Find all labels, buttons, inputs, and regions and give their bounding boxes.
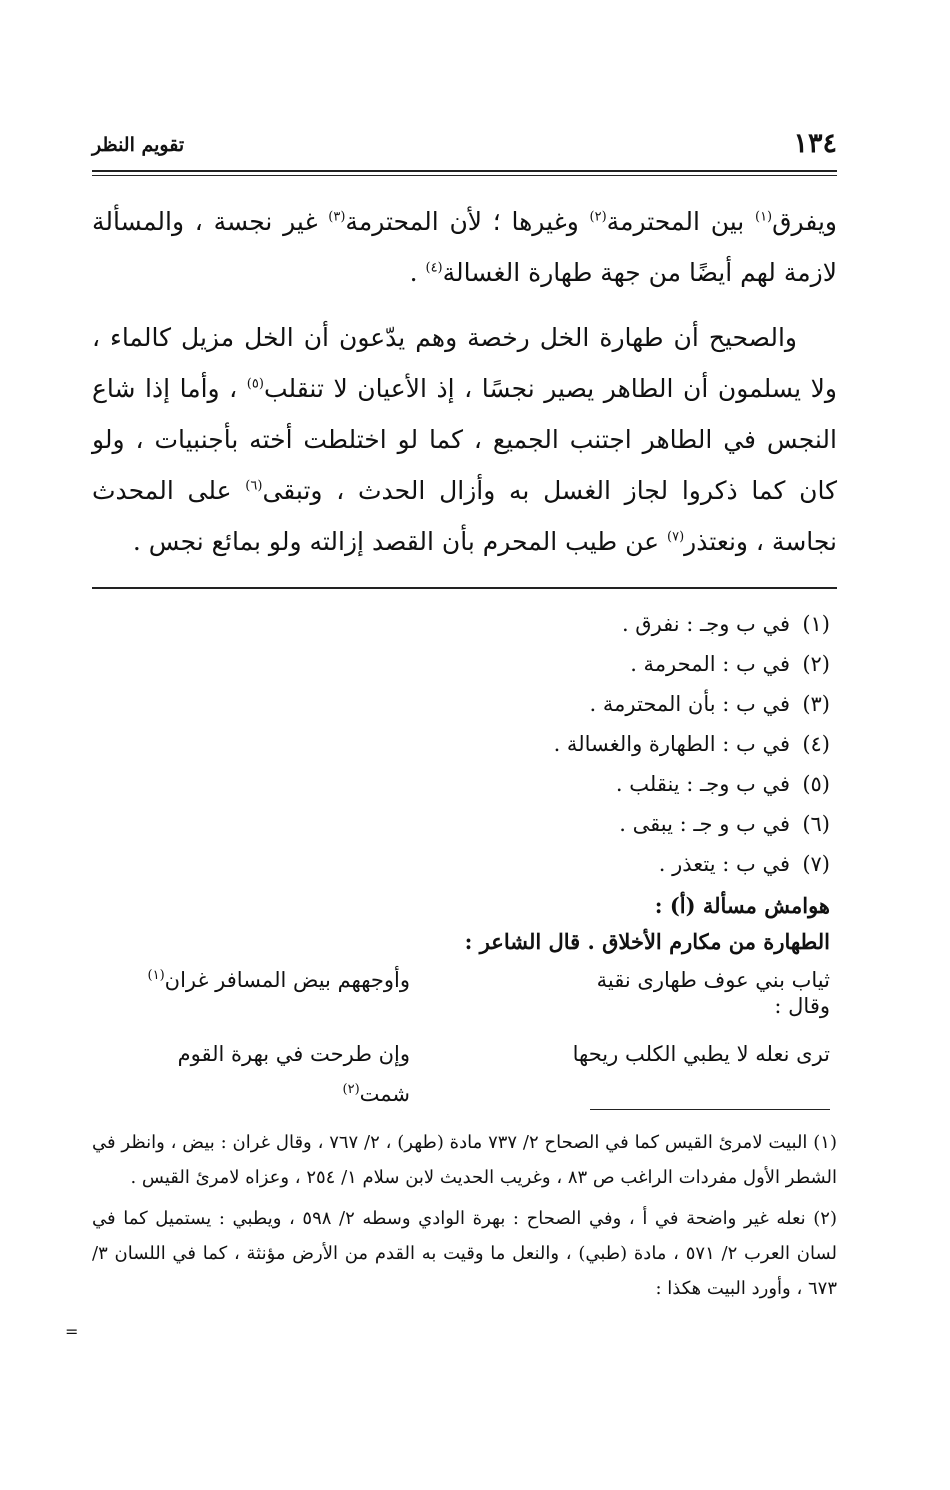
page-header [92, 128, 837, 168]
header-rule-thin [92, 175, 837, 176]
footnote-ref: (٢) [342, 1082, 360, 1097]
text-run: . [409, 258, 426, 287]
footnote-text: في ب : المحرمة . [630, 652, 790, 676]
footnote-number: (٦) [802, 812, 830, 836]
footnote-text: في ب و جـ : يبقى . [619, 812, 790, 836]
hemistich [148, 960, 410, 1000]
margin-footnotes [92, 1125, 837, 1312]
footnote [130, 764, 830, 804]
text-run: عن طيب المحرم بأن القصد إزالته ولو بمائع نجس . [132, 527, 667, 556]
text-run: غير نجسة ، والمسألة لازمة لهم أيضًا من جهة طهارة الغسالة [92, 207, 837, 287]
margin-footnote: (٢) نعله غير واضحة في أ ، وفي الصحاح : بهرة الوادي وسطه ٢/ ٥٩٨ ، ويطبي : يستميل كما في لسان العرب ٢/ ٥٧١ ، مادة (طبي) ، والنعل ما وقيت به القدم من الأرض مؤنثة ، كما في اللسان ٣/ ٦٧٣ ، وأورد البيت هكذا : [92, 1208, 837, 1299]
hemistich [120, 1034, 410, 1114]
hemistich-text: وأوجههم بيض المسافر غران [164, 968, 410, 992]
paragraph-2 [92, 312, 837, 567]
running-title: تقويم النظر [92, 134, 185, 156]
footnote-text: في ب : الطهارة والغسالة . [553, 732, 790, 756]
footnote-ref: (٤) [425, 260, 443, 276]
continuation-mark: = [65, 1322, 79, 1341]
footnote-separator [92, 587, 837, 589]
paragraph-1 [92, 196, 837, 298]
footnote [130, 804, 830, 844]
text-run: على المحدث نجاسة ، ونعتذر [92, 476, 837, 556]
footnote-number: (٢) [802, 652, 830, 676]
text-run: ويفرق [772, 207, 837, 236]
footnotes-list [130, 604, 830, 884]
margin-footnote-separator [590, 1109, 830, 1110]
text-run: وغيرها ؛ لأن المحترمة [345, 207, 590, 236]
page-number: ١٣٤ [793, 128, 837, 159]
footnote-number: (٣) [802, 692, 830, 716]
footnote-ref: (٣) [328, 209, 346, 225]
text-run: بين المحترمة [606, 207, 755, 236]
margin-notes [120, 888, 830, 1106]
footnote-number: (٥) [802, 772, 830, 796]
footnote-number: (٧) [802, 852, 830, 876]
footnote [130, 644, 830, 684]
footnote-ref: (٢) [589, 209, 607, 225]
footnote-ref: (٦) [245, 478, 263, 494]
footnote [130, 604, 830, 644]
header-rule [92, 170, 837, 172]
hemistich: ترى نعله لا يطبي الكلب ريحها [572, 1042, 830, 1066]
margin-notes-intro: الطهارة من مكارم الأخلاق . قال الشاعر : [464, 929, 830, 954]
footnote-ref: (٧) [667, 529, 685, 545]
footnote-ref: (٥) [246, 376, 264, 392]
main-text [92, 196, 837, 567]
verse-2 [120, 1034, 830, 1106]
qal-label: وقال : [774, 994, 830, 1018]
hemistich: ثياب بني عوف طهارى نقية [596, 968, 830, 992]
margin-notes-heading: هوامش مسألة (أ) : [654, 893, 830, 918]
footnote-text: في ب وجـ : نفرق . [621, 612, 790, 636]
footnote [130, 724, 830, 764]
verse-1 [120, 960, 830, 1000]
footnote [130, 684, 830, 724]
footnote-text: في ب : بأن المحترمة . [589, 692, 790, 716]
footnote-text: في ب وجـ : ينقلب . [615, 772, 790, 796]
text-run: ، وأما إذا شاع النجس في الطاهر اجتنب الجميع ، كما لو اختلطت أخته بأجنبيات ، ولو كان كما ذكروا لجاز الغسل به وأزال الحدث ، وتبقى [92, 374, 837, 505]
text-run: والصحيح أن طهارة الخل رخصة وهم يدّعون أن الخل مزيل كالماء ، ولا يسلمون أن الطاهر يصير نجسًا ، إذ الأعيان لا تنقلب [92, 323, 837, 403]
footnote-text: في ب : يتعذر . [658, 852, 790, 876]
footnote-ref: (١) [754, 209, 773, 225]
hemistich-text: وإن طرحت في بهرة القوم شمت [177, 1042, 410, 1106]
footnote-number: (٤) [802, 732, 830, 756]
margin-footnote: (١) البيت لامرئ القيس كما في الصحاح ٢/ ٧٣٧ مادة (طهر) ، ٢/ ٧٦٧ ، وقال غران : بيض ، وانظر في الشطر الأول مفردات الراغب ص ٨٣ ، وغريب الحديث لابن سلام ١/ ٢٥٤ ، وعزاه لامرئ القيس . [92, 1132, 837, 1188]
footnote-ref: (١) [147, 968, 165, 983]
footnote [130, 844, 830, 884]
footnote-number: (١) [802, 612, 830, 636]
